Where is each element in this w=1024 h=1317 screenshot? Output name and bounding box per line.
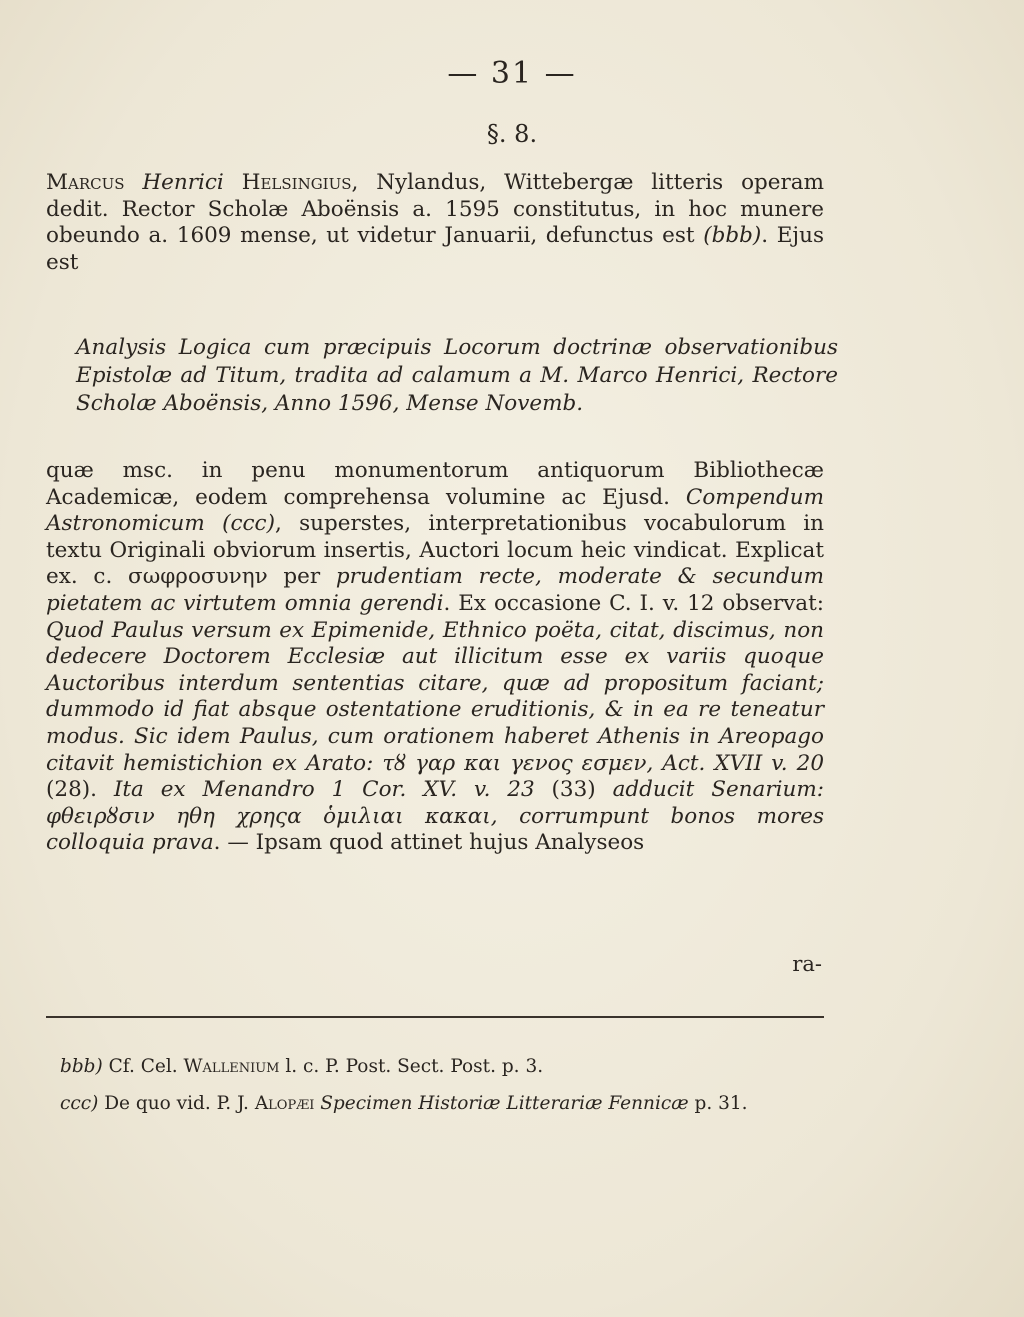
text-run: Specimen Historiæ Litterariæ Fennicæ (320, 1092, 689, 1114)
footnotes (60, 1056, 824, 1129)
text-run: . Ex occasione C. I. v. 12 observat: (443, 590, 824, 616)
text-run: Cf. Cel. (102, 1056, 184, 1077)
section-heading: §. 8. (486, 120, 538, 148)
page-number: — 31 — (447, 56, 577, 91)
text-run: Alopæi (254, 1092, 315, 1114)
text-run: l. c. P. Post. Sect. Post. p. 3. (279, 1056, 544, 1077)
paragraph-2-text (46, 458, 824, 857)
text-run: De quo vid. P. J. (98, 1092, 255, 1114)
paragraph-1-text (46, 170, 824, 276)
text-run: , Nylandus, Wittebergæ litteris operam dedit. Rector Scholæ Aboënsis a. 1595 constitutus, in hoc munere obeundo a. 1609 mense, ut videtur Januarii, defunctus est (46, 170, 824, 249)
text-run: p. 31. (688, 1092, 748, 1114)
text-run: Ita ex Menandro 1 Cor. XV. v. 23 (113, 777, 535, 803)
footnote-rule (46, 1016, 824, 1018)
catchword: ra- (792, 952, 822, 976)
text-run: quæ msc. in penu monumentorum antiquorum Bibliothecæ Academicæ, eodem comprehensa volumine ac Ejusd. (46, 458, 824, 510)
paragraph-2 (46, 458, 824, 857)
text-run: bbb) (60, 1056, 103, 1077)
footnote-bbb (60, 1056, 824, 1079)
text-run: Quod Paulus versum ex Epimenide, Ethnico poëta, citat, discimus, non dedecere Doctorem Ecclesiæ aut illicitum esse ex variis quoque Auctoribus interdum sententias citare, quæ ad propositum faciant; dummodo id fiat absque ostentatione eruditionis, & in ea re teneatur modus. Sic idem Paulus, cum orationem haberet Athenis in Areopago citavit hemistichion ex Arato: τȣ γαρ και γενος εσμεν, Act. XVII v. 20 (46, 617, 824, 776)
text-run: , superstes, interpretationibus vocabulorum in textu Originali obviorum insertis, Auctori locum heic vindicat. Explicat ex. c. σωφροσυνην per (46, 511, 824, 590)
text-run: prudentiam recte, moderate & secundum pietatem ac virtutem omnia gerendi (46, 564, 824, 616)
text-run: . — Ipsam quod attinet hujus Analyseos (213, 830, 645, 856)
text-run: Henrici (142, 170, 224, 195)
text-run (224, 170, 242, 195)
paragraph-1 (46, 170, 824, 276)
text-run: (28). (46, 777, 114, 803)
text-run: . Ejus est (46, 223, 824, 275)
text-run: (bbb) (703, 223, 762, 249)
text-run: ccc) (60, 1092, 99, 1114)
text-run: Helsingius (241, 170, 352, 195)
text-run: adducit Senarium: φθειρȣσιν ηθη χρηςα ὁμιλιαι κακαι, corrumpunt bonos mores colloquia prava (46, 777, 824, 856)
text-run: (33) (534, 777, 613, 803)
footnote-ccc (60, 1093, 824, 1116)
text-run (125, 170, 143, 195)
text-run: Compendum Astronomicum (ccc) (46, 484, 824, 537)
work-title: Analysis Logica cum præcipuis Locorum doctrinæ observationibus Epistolæ ad Titum, tradita ad calamum a M. Marco Henrici, Rectore Scholæ Aboënsis, Anno 1596, Mense Novemb. (76, 335, 838, 416)
text-run: Wallenium (183, 1056, 280, 1077)
text-run: Marcus (46, 170, 125, 195)
